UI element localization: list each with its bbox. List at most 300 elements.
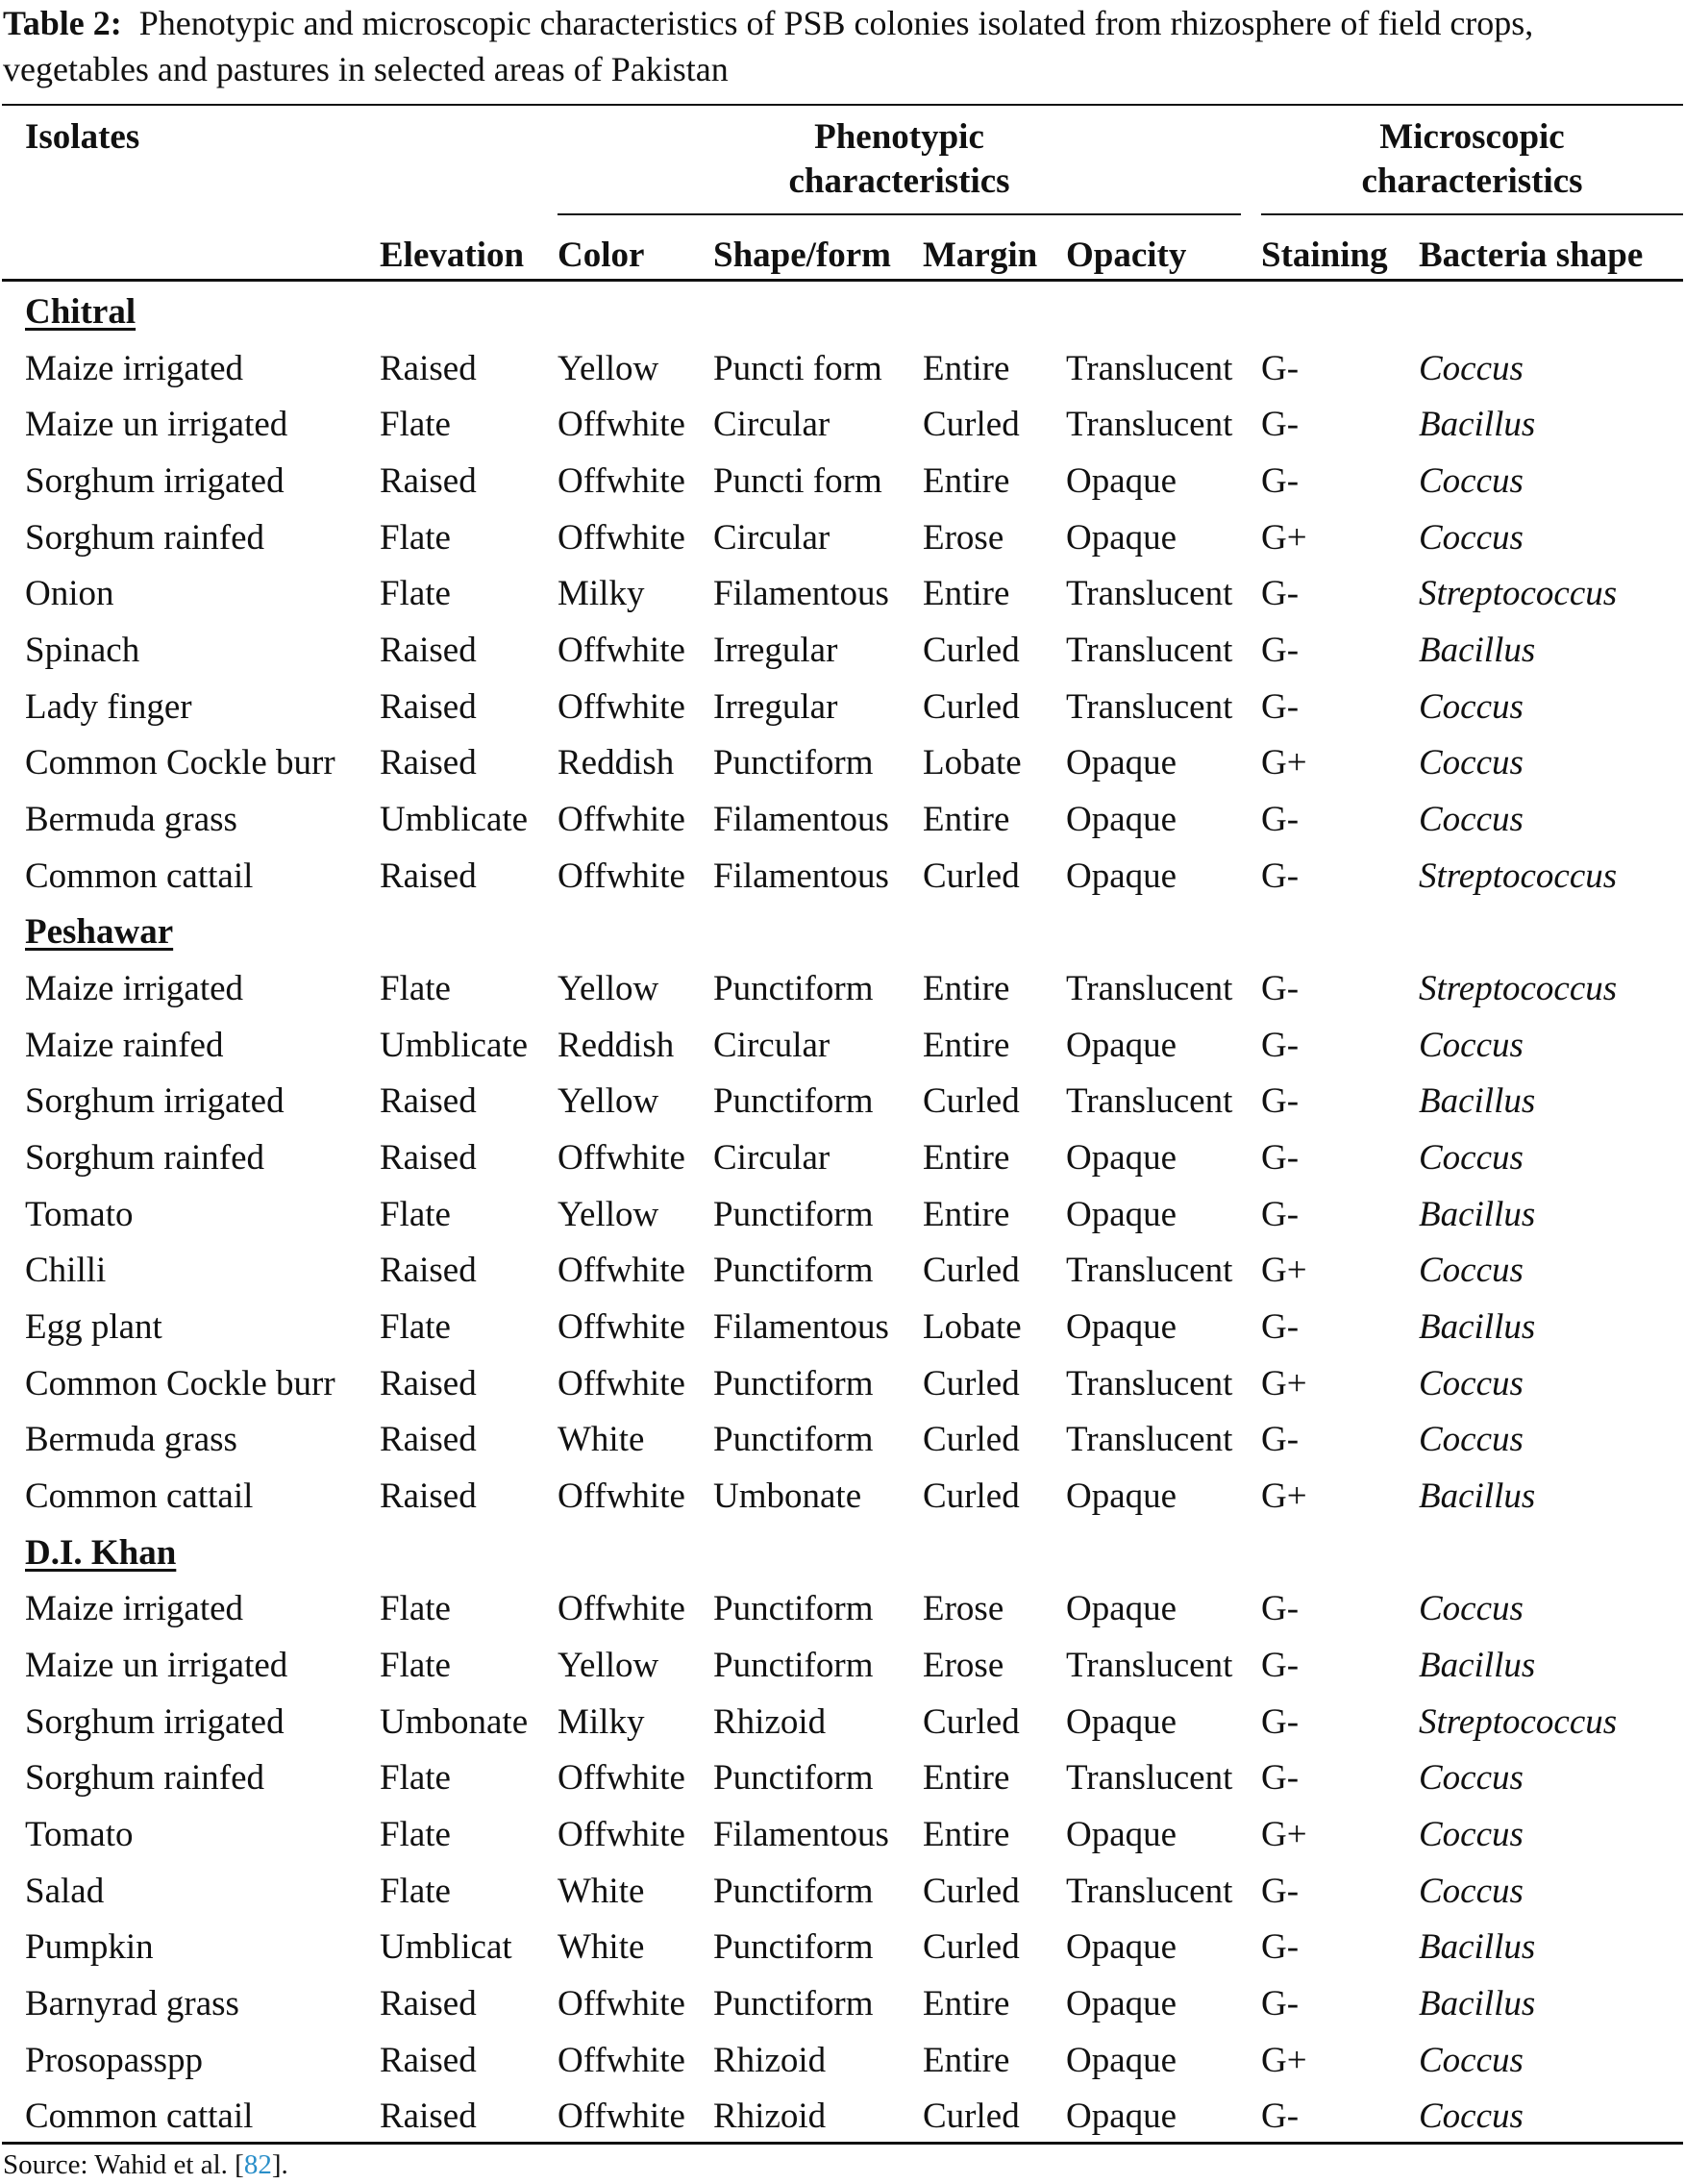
group-heading: Peshawar bbox=[25, 912, 174, 953]
opacity-cell: Opaque bbox=[1066, 1701, 1177, 1742]
color-cell: Offwhite bbox=[558, 517, 685, 558]
elevation-cell: Flate bbox=[380, 517, 451, 558]
opacity-cell: Opaque bbox=[1066, 2097, 1177, 2137]
opacity-cell: Translucent bbox=[1066, 1758, 1233, 1799]
opacity-cell: Translucent bbox=[1066, 1081, 1233, 1122]
group-heading: D.I. Khan bbox=[25, 1532, 177, 1573]
isolate-cell: Common Cockle burr bbox=[25, 1363, 335, 1403]
group-heading: Chitral bbox=[25, 292, 136, 332]
group-row bbox=[0, 905, 1685, 960]
opacity-cell: Translucent bbox=[1066, 1363, 1233, 1403]
color-cell: Offwhite bbox=[558, 1363, 685, 1403]
elevation-cell: Raised bbox=[380, 2097, 477, 2137]
opacity-cell: Translucent bbox=[1066, 1420, 1233, 1460]
bacteria-shape-cell: Coccus bbox=[1419, 800, 1524, 840]
bacteria-shape-cell: Coccus bbox=[1419, 743, 1524, 783]
group-row bbox=[0, 285, 1685, 340]
margin-cell: Curled bbox=[923, 1871, 1020, 1911]
color-cell: Offwhite bbox=[558, 1815, 685, 1855]
color-cell: Offwhite bbox=[558, 1251, 685, 1291]
isolate-cell: Maize irrigated bbox=[25, 1589, 244, 1629]
elevation-cell: Flate bbox=[380, 1815, 451, 1855]
shape-cell: Rhizoid bbox=[713, 1701, 827, 1742]
shape-cell: Punctiform bbox=[713, 1927, 874, 1968]
color-cell: Offwhite bbox=[558, 1138, 685, 1179]
table-row bbox=[0, 2033, 1685, 2089]
color-cell: White bbox=[558, 1927, 645, 1968]
isolate-cell: Common cattail bbox=[25, 2097, 254, 2137]
top-rule bbox=[2, 104, 1683, 106]
color-cell: Offwhite bbox=[558, 800, 685, 840]
opacity-cell: Opaque bbox=[1066, 1307, 1177, 1348]
opacity-cell: Opaque bbox=[1066, 1025, 1177, 1065]
margin-cell: Erose bbox=[923, 1646, 1004, 1686]
table-row bbox=[0, 680, 1685, 735]
isolate-cell: Common cattail bbox=[25, 856, 254, 896]
bacteria-shape-cell: Coccus bbox=[1419, 1363, 1524, 1403]
bacteria-shape-cell: Bacillus bbox=[1419, 1081, 1536, 1122]
opacity-cell: Opaque bbox=[1066, 1589, 1177, 1629]
margin-cell: Entire bbox=[923, 1138, 1010, 1179]
margin-cell: Curled bbox=[923, 1477, 1020, 1517]
staining-cell: G- bbox=[1261, 1025, 1300, 1065]
table-row bbox=[0, 510, 1685, 566]
table-row bbox=[0, 1581, 1685, 1637]
shape-cell: Circular bbox=[713, 405, 830, 445]
isolate-cell: Sorghum rainfed bbox=[25, 1138, 265, 1179]
color-cell: Offwhite bbox=[558, 1758, 685, 1799]
table-row bbox=[0, 1469, 1685, 1525]
staining-cell: G- bbox=[1261, 1927, 1300, 1968]
table-row bbox=[0, 1864, 1685, 1920]
opacity-cell: Translucent bbox=[1066, 574, 1233, 614]
isolate-cell: Sorghum irrigated bbox=[25, 461, 285, 501]
bacteria-shape-cell: Coccus bbox=[1419, 1420, 1524, 1460]
table-row bbox=[0, 1018, 1685, 1074]
elevation-cell: Umblicate bbox=[380, 800, 529, 840]
elevation-cell: Flate bbox=[380, 1758, 451, 1799]
bacteria-shape-cell: Bacillus bbox=[1419, 631, 1536, 671]
opacity-cell: Translucent bbox=[1066, 1646, 1233, 1686]
table-row bbox=[0, 792, 1685, 848]
margin-cell: Entire bbox=[923, 1815, 1010, 1855]
elevation-cell: Flate bbox=[380, 969, 451, 1009]
elevation-cell: Flate bbox=[380, 1646, 451, 1686]
elevation-cell: Raised bbox=[380, 1477, 477, 1517]
microscopic-subrule bbox=[1261, 213, 1683, 215]
elevation-cell: Raised bbox=[380, 1984, 477, 2024]
elevation-cell: Umbonate bbox=[380, 1701, 529, 1742]
table-caption-text: Phenotypic and microscopic characteristics of PSB colonies isolated from rhizosphere of field crops, vegetables and pastures in selected areas of Pakistan bbox=[3, 4, 1534, 88]
opacity-cell: Opaque bbox=[1066, 1138, 1177, 1179]
margin-cell: Curled bbox=[923, 1420, 1020, 1460]
header-shape-form: Shape/form bbox=[713, 236, 891, 275]
staining-cell: G- bbox=[1261, 856, 1300, 896]
elevation-cell: Umblicat bbox=[380, 1927, 512, 1968]
opacity-cell: Opaque bbox=[1066, 800, 1177, 840]
margin-cell: Erose bbox=[923, 517, 1004, 558]
staining-cell: G+ bbox=[1261, 1363, 1307, 1403]
table-row bbox=[0, 341, 1685, 397]
staining-cell: G- bbox=[1261, 1871, 1300, 1911]
source-suffix: ]. bbox=[271, 2149, 288, 2180]
elevation-cell: Raised bbox=[380, 2040, 477, 2080]
staining-cell: G+ bbox=[1261, 1815, 1307, 1855]
bacteria-shape-cell: Bacillus bbox=[1419, 1927, 1536, 1968]
margin-cell: Entire bbox=[923, 461, 1010, 501]
opacity-cell: Opaque bbox=[1066, 2040, 1177, 2080]
isolate-cell: Maize rainfed bbox=[25, 1025, 224, 1065]
margin-cell: Curled bbox=[923, 1701, 1020, 1742]
shape-cell: Punctiform bbox=[713, 1194, 874, 1234]
bottom-rule bbox=[2, 2142, 1683, 2145]
isolate-cell: Sorghum rainfed bbox=[25, 517, 265, 558]
shape-cell: Filamentous bbox=[713, 800, 889, 840]
shape-cell: Filamentous bbox=[713, 856, 889, 896]
source-note bbox=[3, 2146, 288, 2184]
opacity-cell: Opaque bbox=[1066, 1815, 1177, 1855]
shape-cell: Punctiform bbox=[713, 1871, 874, 1911]
elevation-cell: Raised bbox=[380, 743, 477, 783]
table-row bbox=[0, 623, 1685, 679]
shape-cell: Punctiform bbox=[713, 1758, 874, 1799]
shape-cell: Punctiform bbox=[713, 1984, 874, 2024]
margin-cell: Erose bbox=[923, 1589, 1004, 1629]
color-cell: Offwhite bbox=[558, 2040, 685, 2080]
bacteria-shape-cell: Bacillus bbox=[1419, 1477, 1536, 1517]
isolate-cell: Lady finger bbox=[25, 686, 192, 727]
color-cell: Offwhite bbox=[558, 686, 685, 727]
header-staining: Staining bbox=[1261, 236, 1388, 275]
color-cell: Offwhite bbox=[558, 1307, 685, 1348]
color-cell: Offwhite bbox=[558, 856, 685, 896]
shape-cell: Circular bbox=[713, 1025, 830, 1065]
table-row bbox=[0, 1130, 1685, 1186]
bacteria-shape-cell: Coccus bbox=[1419, 686, 1524, 727]
staining-cell: G- bbox=[1261, 631, 1300, 671]
isolate-cell: Chilli bbox=[25, 1251, 107, 1291]
opacity-cell: Opaque bbox=[1066, 461, 1177, 501]
opacity-cell: Opaque bbox=[1066, 1194, 1177, 1234]
margin-cell: Curled bbox=[923, 1081, 1020, 1122]
bacteria-shape-cell: Streptococcus bbox=[1419, 1701, 1618, 1742]
bacteria-shape-cell: Coccus bbox=[1419, 348, 1524, 388]
table-row bbox=[0, 849, 1685, 905]
margin-cell: Curled bbox=[923, 1363, 1020, 1403]
table-row bbox=[0, 961, 1685, 1017]
isolate-cell: Sorghum rainfed bbox=[25, 1758, 265, 1799]
isolate-cell: Tomato bbox=[25, 1194, 134, 1234]
staining-cell: G- bbox=[1261, 1307, 1300, 1348]
elevation-cell: Raised bbox=[380, 1420, 477, 1460]
elevation-cell: Flate bbox=[380, 1194, 451, 1234]
staining-cell: G- bbox=[1261, 1081, 1300, 1122]
staining-cell: G- bbox=[1261, 348, 1300, 388]
bacteria-shape-cell: Bacillus bbox=[1419, 1646, 1536, 1686]
staining-cell: G- bbox=[1261, 1420, 1300, 1460]
elevation-cell: Flate bbox=[380, 405, 451, 445]
bacteria-shape-cell: Coccus bbox=[1419, 1758, 1524, 1799]
shape-cell: Punctiform bbox=[713, 1081, 874, 1122]
source-prefix: Source: Wahid et al. [ bbox=[3, 2149, 244, 2180]
table-row bbox=[0, 735, 1685, 791]
isolate-cell: Maize un irrigated bbox=[25, 1646, 288, 1686]
table-row bbox=[0, 1976, 1685, 2032]
staining-cell: G- bbox=[1261, 574, 1300, 614]
header-elevation: Elevation bbox=[380, 236, 525, 275]
bacteria-shape-cell: Bacillus bbox=[1419, 1307, 1536, 1348]
opacity-cell: Opaque bbox=[1066, 1984, 1177, 2024]
color-cell: Milky bbox=[558, 1701, 645, 1742]
bacteria-shape-cell: Bacillus bbox=[1419, 405, 1536, 445]
opacity-cell: Opaque bbox=[1066, 1927, 1177, 1968]
header-color: Color bbox=[558, 236, 645, 275]
color-cell: Yellow bbox=[558, 348, 659, 388]
bacteria-shape-cell: Coccus bbox=[1419, 2097, 1524, 2137]
table-row bbox=[0, 1074, 1685, 1129]
staining-cell: G- bbox=[1261, 1984, 1300, 2024]
bacteria-shape-cell: Coccus bbox=[1419, 1025, 1524, 1065]
elevation-cell: Raised bbox=[380, 686, 477, 727]
color-cell: Yellow bbox=[558, 1194, 659, 1234]
shape-cell: Rhizoid bbox=[713, 2097, 827, 2137]
header-bottom-rule bbox=[2, 279, 1683, 282]
elevation-cell: Umblicate bbox=[380, 1025, 529, 1065]
header-opacity: Opacity bbox=[1066, 236, 1187, 275]
staining-cell: G+ bbox=[1261, 1251, 1307, 1291]
header-microscopic-line1: Microscopic bbox=[1379, 117, 1565, 157]
margin-cell: Entire bbox=[923, 574, 1010, 614]
bacteria-shape-cell: Streptococcus bbox=[1419, 969, 1618, 1009]
margin-cell: Curled bbox=[923, 686, 1020, 727]
shape-cell: Punctiform bbox=[713, 1251, 874, 1291]
bacteria-shape-cell: Coccus bbox=[1419, 1589, 1524, 1629]
isolate-cell: Bermuda grass bbox=[25, 800, 237, 840]
isolate-cell: Barnyrad grass bbox=[25, 1984, 239, 2024]
color-cell: Offwhite bbox=[558, 461, 685, 501]
color-cell: Offwhite bbox=[558, 2097, 685, 2137]
margin-cell: Entire bbox=[923, 2040, 1010, 2080]
isolate-cell: Egg plant bbox=[25, 1307, 162, 1348]
isolate-cell: Common cattail bbox=[25, 1477, 254, 1517]
table-row bbox=[0, 1243, 1685, 1299]
color-cell: Offwhite bbox=[558, 1477, 685, 1517]
shape-cell: Punctiform bbox=[713, 743, 874, 783]
isolate-cell: Bermuda grass bbox=[25, 1420, 237, 1460]
bacteria-shape-cell: Bacillus bbox=[1419, 1194, 1536, 1234]
bacteria-shape-cell: Coccus bbox=[1419, 1138, 1524, 1179]
color-cell: Reddish bbox=[558, 1025, 675, 1065]
shape-cell: Irregular bbox=[713, 686, 838, 727]
margin-cell: Entire bbox=[923, 1194, 1010, 1234]
color-cell: White bbox=[558, 1871, 645, 1911]
margin-cell: Entire bbox=[923, 1025, 1010, 1065]
isolate-cell: Tomato bbox=[25, 1815, 134, 1855]
shape-cell: Punctiform bbox=[713, 969, 874, 1009]
isolate-cell: Salad bbox=[25, 1871, 105, 1911]
bacteria-shape-cell: Coccus bbox=[1419, 1871, 1524, 1911]
bacteria-shape-cell: Streptococcus bbox=[1419, 856, 1618, 896]
header-microscopic-line2: characteristics bbox=[1361, 161, 1583, 201]
bacteria-shape-cell: Bacillus bbox=[1419, 1984, 1536, 2024]
table-row bbox=[0, 1695, 1685, 1750]
staining-cell: G- bbox=[1261, 461, 1300, 501]
header-isolates: Isolates bbox=[25, 117, 140, 157]
margin-cell: Entire bbox=[923, 969, 1010, 1009]
elevation-cell: Flate bbox=[380, 1307, 451, 1348]
opacity-cell: Translucent bbox=[1066, 631, 1233, 671]
margin-cell: Curled bbox=[923, 1927, 1020, 1968]
staining-cell: G- bbox=[1261, 1646, 1300, 1686]
staining-cell: G- bbox=[1261, 405, 1300, 445]
margin-cell: Curled bbox=[923, 2097, 1020, 2137]
margin-cell: Curled bbox=[923, 856, 1020, 896]
elevation-cell: Raised bbox=[380, 1363, 477, 1403]
color-cell: Reddish bbox=[558, 743, 675, 783]
opacity-cell: Translucent bbox=[1066, 405, 1233, 445]
color-cell: Offwhite bbox=[558, 405, 685, 445]
margin-cell: Entire bbox=[923, 1758, 1010, 1799]
staining-cell: G- bbox=[1261, 1138, 1300, 1179]
opacity-cell: Opaque bbox=[1066, 1477, 1177, 1517]
table-row bbox=[0, 1300, 1685, 1355]
table-row bbox=[0, 1356, 1685, 1412]
color-cell: White bbox=[558, 1420, 645, 1460]
elevation-cell: Raised bbox=[380, 348, 477, 388]
staining-cell: G- bbox=[1261, 1758, 1300, 1799]
staining-cell: G- bbox=[1261, 800, 1300, 840]
color-cell: Offwhite bbox=[558, 1984, 685, 2024]
elevation-cell: Raised bbox=[380, 856, 477, 896]
color-cell: Offwhite bbox=[558, 631, 685, 671]
opacity-cell: Translucent bbox=[1066, 969, 1233, 1009]
opacity-cell: Translucent bbox=[1066, 686, 1233, 727]
elevation-cell: Raised bbox=[380, 1138, 477, 1179]
header-phenotypic-line2: characteristics bbox=[788, 161, 1010, 201]
staining-cell: G- bbox=[1261, 1589, 1300, 1629]
isolate-cell: Maize irrigated bbox=[25, 969, 244, 1009]
elevation-cell: Flate bbox=[380, 1589, 451, 1629]
shape-cell: Irregular bbox=[713, 631, 838, 671]
isolate-cell: Common Cockle burr bbox=[25, 743, 335, 783]
isolate-cell: Spinach bbox=[25, 631, 140, 671]
shape-cell: Filamentous bbox=[713, 1815, 889, 1855]
bacteria-shape-cell: Streptococcus bbox=[1419, 574, 1618, 614]
table-label: Table 2: bbox=[3, 4, 122, 42]
elevation-cell: Raised bbox=[380, 1081, 477, 1122]
margin-cell: Entire bbox=[923, 1984, 1010, 2024]
table-caption bbox=[3, 0, 1680, 92]
color-cell: Yellow bbox=[558, 1081, 659, 1122]
table-row bbox=[0, 1187, 1685, 1243]
opacity-cell: Translucent bbox=[1066, 348, 1233, 388]
staining-cell: G+ bbox=[1261, 2040, 1307, 2080]
color-cell: Yellow bbox=[558, 969, 659, 1009]
bacteria-shape-cell: Coccus bbox=[1419, 517, 1524, 558]
shape-cell: Umbonate bbox=[713, 1477, 862, 1517]
staining-cell: G- bbox=[1261, 686, 1300, 727]
elevation-cell: Raised bbox=[380, 631, 477, 671]
margin-cell: Lobate bbox=[923, 743, 1022, 783]
staining-cell: G+ bbox=[1261, 743, 1307, 783]
source-reference-link[interactable]: 82 bbox=[243, 2149, 272, 2180]
opacity-cell: Opaque bbox=[1066, 856, 1177, 896]
table-row bbox=[0, 566, 1685, 622]
table-row bbox=[0, 1412, 1685, 1468]
table-row bbox=[0, 454, 1685, 509]
color-cell: Offwhite bbox=[558, 1589, 685, 1629]
isolate-cell: Maize un irrigated bbox=[25, 405, 288, 445]
bacteria-shape-cell: Coccus bbox=[1419, 461, 1524, 501]
bacteria-shape-cell: Coccus bbox=[1419, 2040, 1524, 2080]
margin-cell: Curled bbox=[923, 631, 1020, 671]
shape-cell: Rhizoid bbox=[713, 2040, 827, 2080]
opacity-cell: Translucent bbox=[1066, 1251, 1233, 1291]
shape-cell: Circular bbox=[713, 1138, 830, 1179]
opacity-cell: Opaque bbox=[1066, 517, 1177, 558]
header-bacteria-shape: Bacteria shape bbox=[1419, 236, 1644, 275]
shape-cell: Punctiform bbox=[713, 1646, 874, 1686]
isolate-cell: Sorghum irrigated bbox=[25, 1081, 285, 1122]
margin-cell: Curled bbox=[923, 1251, 1020, 1291]
isolate-cell: Sorghum irrigated bbox=[25, 1701, 285, 1742]
shape-cell: Punctiform bbox=[713, 1363, 874, 1403]
staining-cell: G- bbox=[1261, 2097, 1300, 2137]
staining-cell: G- bbox=[1261, 1701, 1300, 1742]
bacteria-shape-cell: Coccus bbox=[1419, 1251, 1524, 1291]
margin-cell: Entire bbox=[923, 348, 1010, 388]
staining-cell: G+ bbox=[1261, 517, 1307, 558]
shape-cell: Filamentous bbox=[713, 1307, 889, 1348]
table-row bbox=[0, 1750, 1685, 1806]
table-row bbox=[0, 1638, 1685, 1694]
shape-cell: Punctiform bbox=[713, 1589, 874, 1629]
isolate-cell: Onion bbox=[25, 574, 114, 614]
shape-cell: Filamentous bbox=[713, 574, 889, 614]
elevation-cell: Raised bbox=[380, 461, 477, 501]
staining-cell: G- bbox=[1261, 969, 1300, 1009]
table-row bbox=[0, 1920, 1685, 1975]
shape-cell: Circular bbox=[713, 517, 830, 558]
table-row bbox=[0, 1807, 1685, 1863]
staining-cell: G+ bbox=[1261, 1477, 1307, 1517]
elevation-cell: Raised bbox=[380, 1251, 477, 1291]
color-cell: Milky bbox=[558, 574, 645, 614]
shape-cell: Puncti form bbox=[713, 348, 882, 388]
phenotypic-subrule bbox=[558, 213, 1241, 215]
elevation-cell: Flate bbox=[380, 574, 451, 614]
staining-cell: G- bbox=[1261, 1194, 1300, 1234]
group-row bbox=[0, 1526, 1685, 1581]
opacity-cell: Translucent bbox=[1066, 1871, 1233, 1911]
opacity-cell: Opaque bbox=[1066, 743, 1177, 783]
margin-cell: Curled bbox=[923, 405, 1020, 445]
header-margin: Margin bbox=[923, 236, 1038, 275]
table-row bbox=[0, 397, 1685, 453]
bacteria-shape-cell: Coccus bbox=[1419, 1815, 1524, 1855]
header-phenotypic-line1: Phenotypic bbox=[814, 117, 984, 157]
margin-cell: Entire bbox=[923, 800, 1010, 840]
margin-cell: Lobate bbox=[923, 1307, 1022, 1348]
table-row bbox=[0, 2089, 1685, 2145]
shape-cell: Puncti form bbox=[713, 461, 882, 501]
isolate-cell: Pumpkin bbox=[25, 1927, 154, 1968]
isolate-cell: Maize irrigated bbox=[25, 348, 244, 388]
isolate-cell: Prosopasspp bbox=[25, 2040, 204, 2080]
color-cell: Yellow bbox=[558, 1646, 659, 1686]
shape-cell: Punctiform bbox=[713, 1420, 874, 1460]
elevation-cell: Flate bbox=[380, 1871, 451, 1911]
